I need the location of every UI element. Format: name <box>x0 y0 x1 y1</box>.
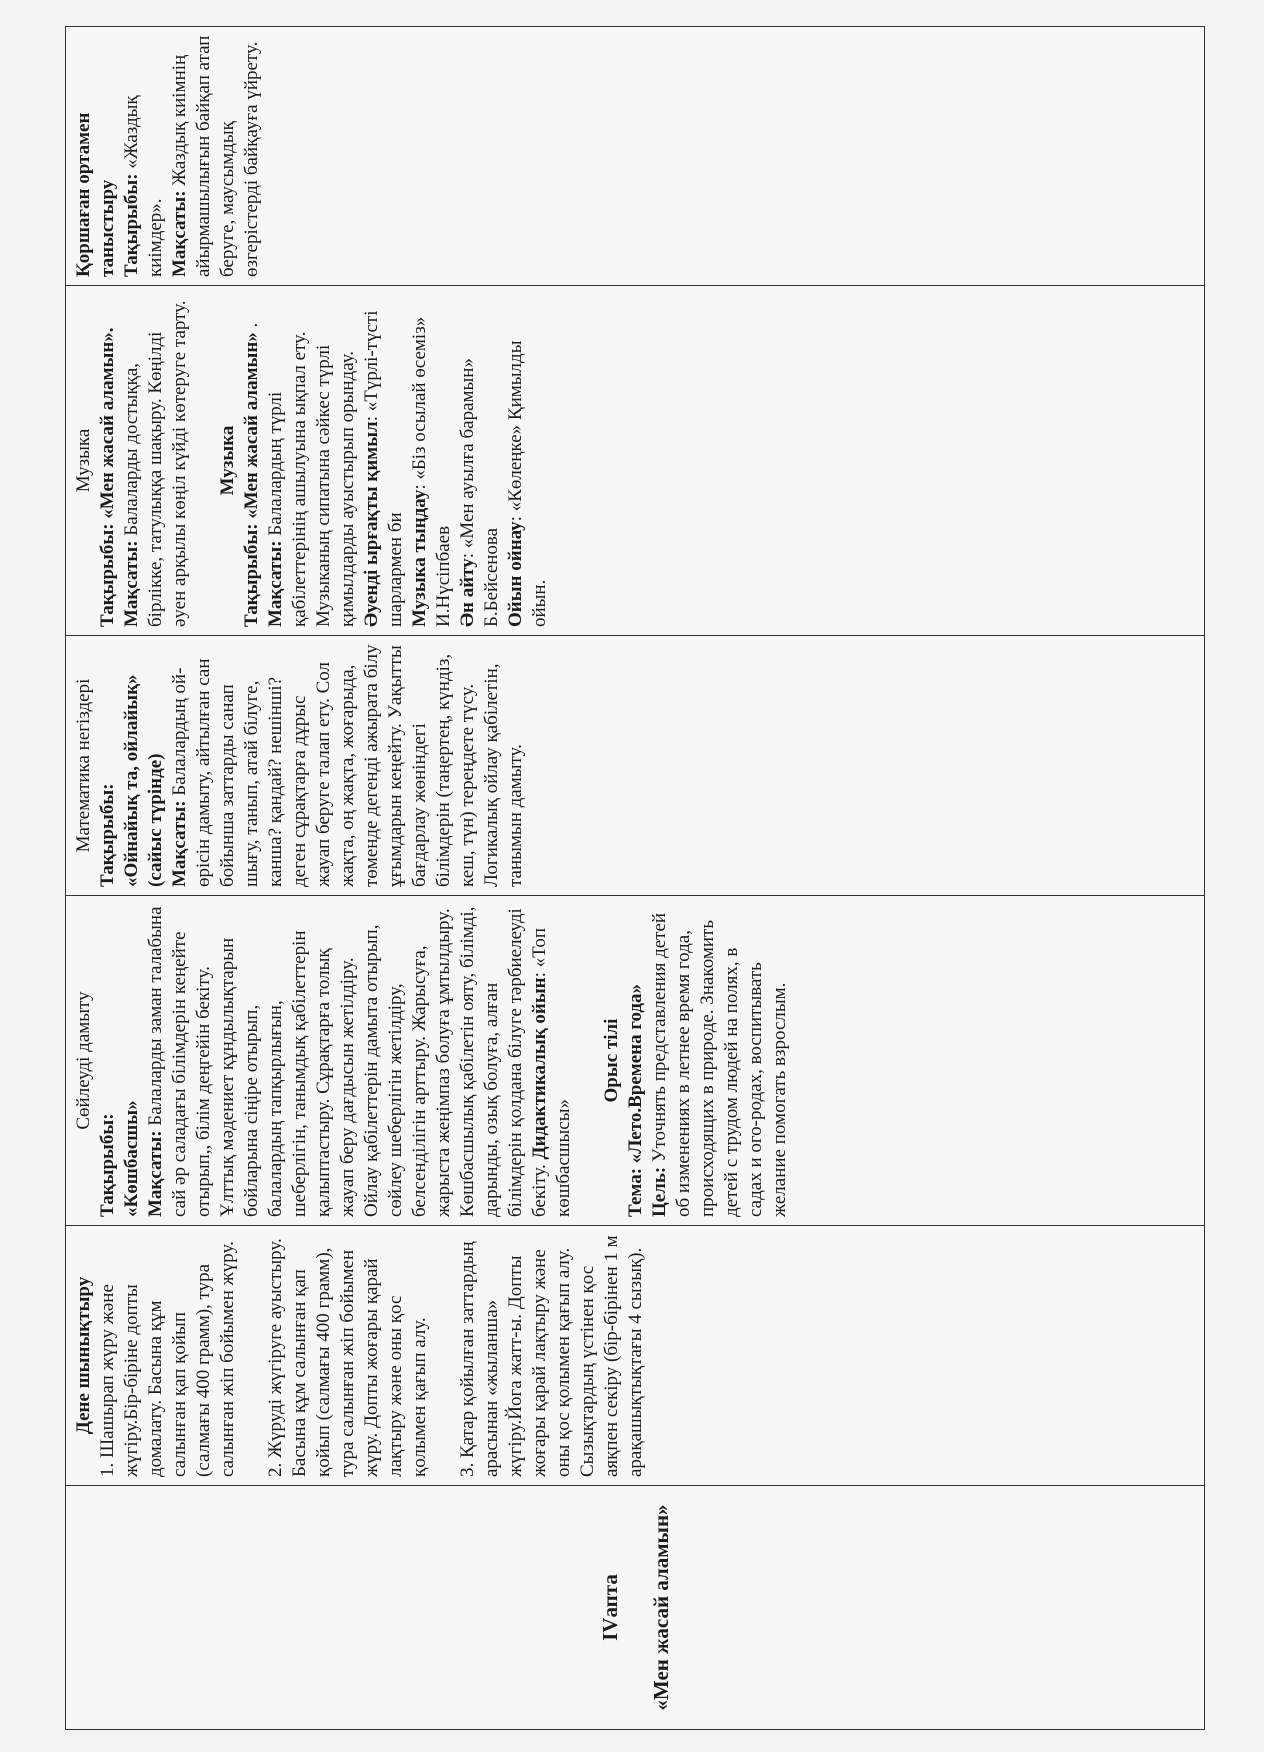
didactic-game: : «Топ көшбасшысы» <box>529 928 574 1217</box>
russian-title: Орыс тілі <box>601 1018 622 1103</box>
russian-goal-label: Цель: <box>649 1166 670 1217</box>
music-title-2: Музыка <box>217 425 238 496</box>
speech-goal-label: Мақсаты: <box>145 1130 166 1217</box>
math-goal-label: Мақсаты: <box>169 800 190 887</box>
music-topic2-tail: . <box>241 322 262 333</box>
env-title: Қоршаған ортамен таныстыру <box>73 112 118 277</box>
rhythm-text: : «Түрлі-түсті шарлармен би <box>361 310 406 627</box>
listen-label: Музыка тыңдау <box>409 489 430 627</box>
pe-title: Дене шынықтыру <box>73 1276 94 1435</box>
sing-text: : «Мен ауылға барамын» Б.Бейсенова <box>457 358 502 627</box>
week-theme: «Мен жасай аламын» <box>649 1504 673 1711</box>
music-goal2: Балалардың түрлі қабілеттерінің ашылуына ықпал ету. Музыканың сипатына сәйкес түрлі қимылдарды ауыстырып орындау. <box>265 331 358 627</box>
music-title: Музыка <box>73 428 94 493</box>
speech-goal: Балаларды заман талабына сай әр саладағы білімдерін кеңейте отырып,, білім деңгейін бекіту. Ұлттық мәдениет құндылықтарын бойларына сіңіре отырып, балалардың тапқырлығын, шеберлігін, танымдық қабілеттерін қалыптастыру. Сұрақтарға толық жауап беру дағдысын жетілдіру. Ойлау қабілеттерін дамыта отырып, сөйлеу шеберлігін жетілдіру, белсенділігін арттыру. Жарысуға, жарыста жеңімпаз болуға ұмтылдыру. Көшбасшылық қабілетін ояту, білімді, дарынды, озық болуға, алған білімдерін қолдана білуге тәрбиелеуді бекіту. <box>145 906 550 1217</box>
table-row <box>66 27 1205 1730</box>
environment-cell <box>66 27 1205 286</box>
math-topic: «Ойнайық та, ойлайық» (сайыс түрінде) <box>121 674 166 887</box>
music-topic1-label: Тақырыбы: <box>97 523 118 627</box>
week-label: IVапта <box>598 1574 622 1641</box>
env-goal: Жаздық киімнің айырмашылығын байқап атап беруге, маусымдық өзгерістерді байқауға үйрету. <box>169 35 262 277</box>
math-goal: Балалардың ой-өрісін дамыту, айтылған сан бойынша заттарды санап шығу, танып, атай білуге, канша? қандай? нешінші? деген сұрақтарға дұрыс жауап беруге талап ету. Сол жақта, оң жақта, жоғарыда, төменде дегенді ажырата білу ұғымдарын кеңейту. Уақытты бағдарлау жөніндегі білімдерін (таңертең, күндіз, кеш, түн) тереңдете түсу. Логикалық ойлау қабілетін, танымын дамыту. <box>169 644 526 887</box>
russian-topic: «Лето.Времена года» <box>625 983 646 1164</box>
pe-item-1: 1. Шашырап жүру және жүгіру.Бір-біріне допты домалату. Басына құм салынған қап қойып (салмағы 400 грамм), тура салынған жіп бойымен жүру. <box>97 1241 238 1477</box>
week-cell <box>66 1486 1205 1730</box>
play-label: Ойын ойнау <box>505 521 526 627</box>
speech-topic-label: Тақырыбы: <box>97 1113 118 1217</box>
math-cell <box>66 636 1205 896</box>
music-topic2-label: Тақырыбы: <box>241 523 262 627</box>
music-topic1: «Мен жасай аламын». <box>97 327 118 519</box>
music-goal1-label: Мақсаты: <box>121 540 142 627</box>
listen-text: : «Біз осылай өсеміз» И.Нүсіпбаев <box>409 316 454 627</box>
music-goal1: Балаларды достыққа, бірлікке, татулыққа шақыру. Көңілді әуен арқылы көңіл күйді көтеруге тарту. <box>121 300 190 627</box>
play-text: : «Көлеңке» Қимылды ойын. <box>505 340 550 627</box>
pe-item-2: 2. Жүруді жүгіруге ауыстыру. Басына құм салынған қап қойып (салмағы 400 грамм), тура салынған жіп бойымен жүру. Допты жоғары қарай лақтыру және оны қос қолымен қағып алу. <box>265 1238 430 1477</box>
sing-label: Ән айту <box>457 558 478 627</box>
math-topic-label: Тақырыбы: <box>97 783 118 887</box>
music-topic2: «Мен жасай аламын» <box>241 332 262 519</box>
env-topic-label: Тақырыбы: <box>121 173 142 277</box>
env-goal-label: Мақсаты: <box>169 190 190 277</box>
speech-title: Сөйлеуді дамыту <box>73 991 94 1130</box>
music-goal2-label: Мақсаты: <box>265 540 286 627</box>
physical-education-cell <box>66 1226 1205 1486</box>
speech-topic: «Көшбасшы» <box>121 1100 142 1217</box>
weekly-plan-table <box>65 26 1205 1730</box>
music-cell <box>66 286 1205 636</box>
math-title: Математика негіздері <box>73 678 94 853</box>
env-topic: «Жаздық киімдер». <box>121 95 166 277</box>
speech-development-cell <box>66 896 1205 1226</box>
didactic-game-label: Дидактикалық ойын <box>529 977 550 1160</box>
russian-goal: Уточнять представления детей об изменениях в летнее время года, происходящих в природе. Знакомить детей с трудом людей на полях, в садах и ого-родах, воспитывать желание помогать взрослым. <box>649 912 790 1217</box>
pe-item-3: 3. Қатар қойылған заттардың арасынан «жыланша» жүгіру.Йога жатт-ы. Допты жоғары қарай лақтыру және оны қос қолымен қағып алу. Сызықтардың үстінен қос аяқпен секіру (бір-бірінен 1 м арақашықтықтағы 4 сызық). <box>457 1235 646 1477</box>
rhythm-label: Әуенді ырғақты қимыл <box>361 421 382 627</box>
russian-topic-label: Тема: <box>625 1167 646 1217</box>
